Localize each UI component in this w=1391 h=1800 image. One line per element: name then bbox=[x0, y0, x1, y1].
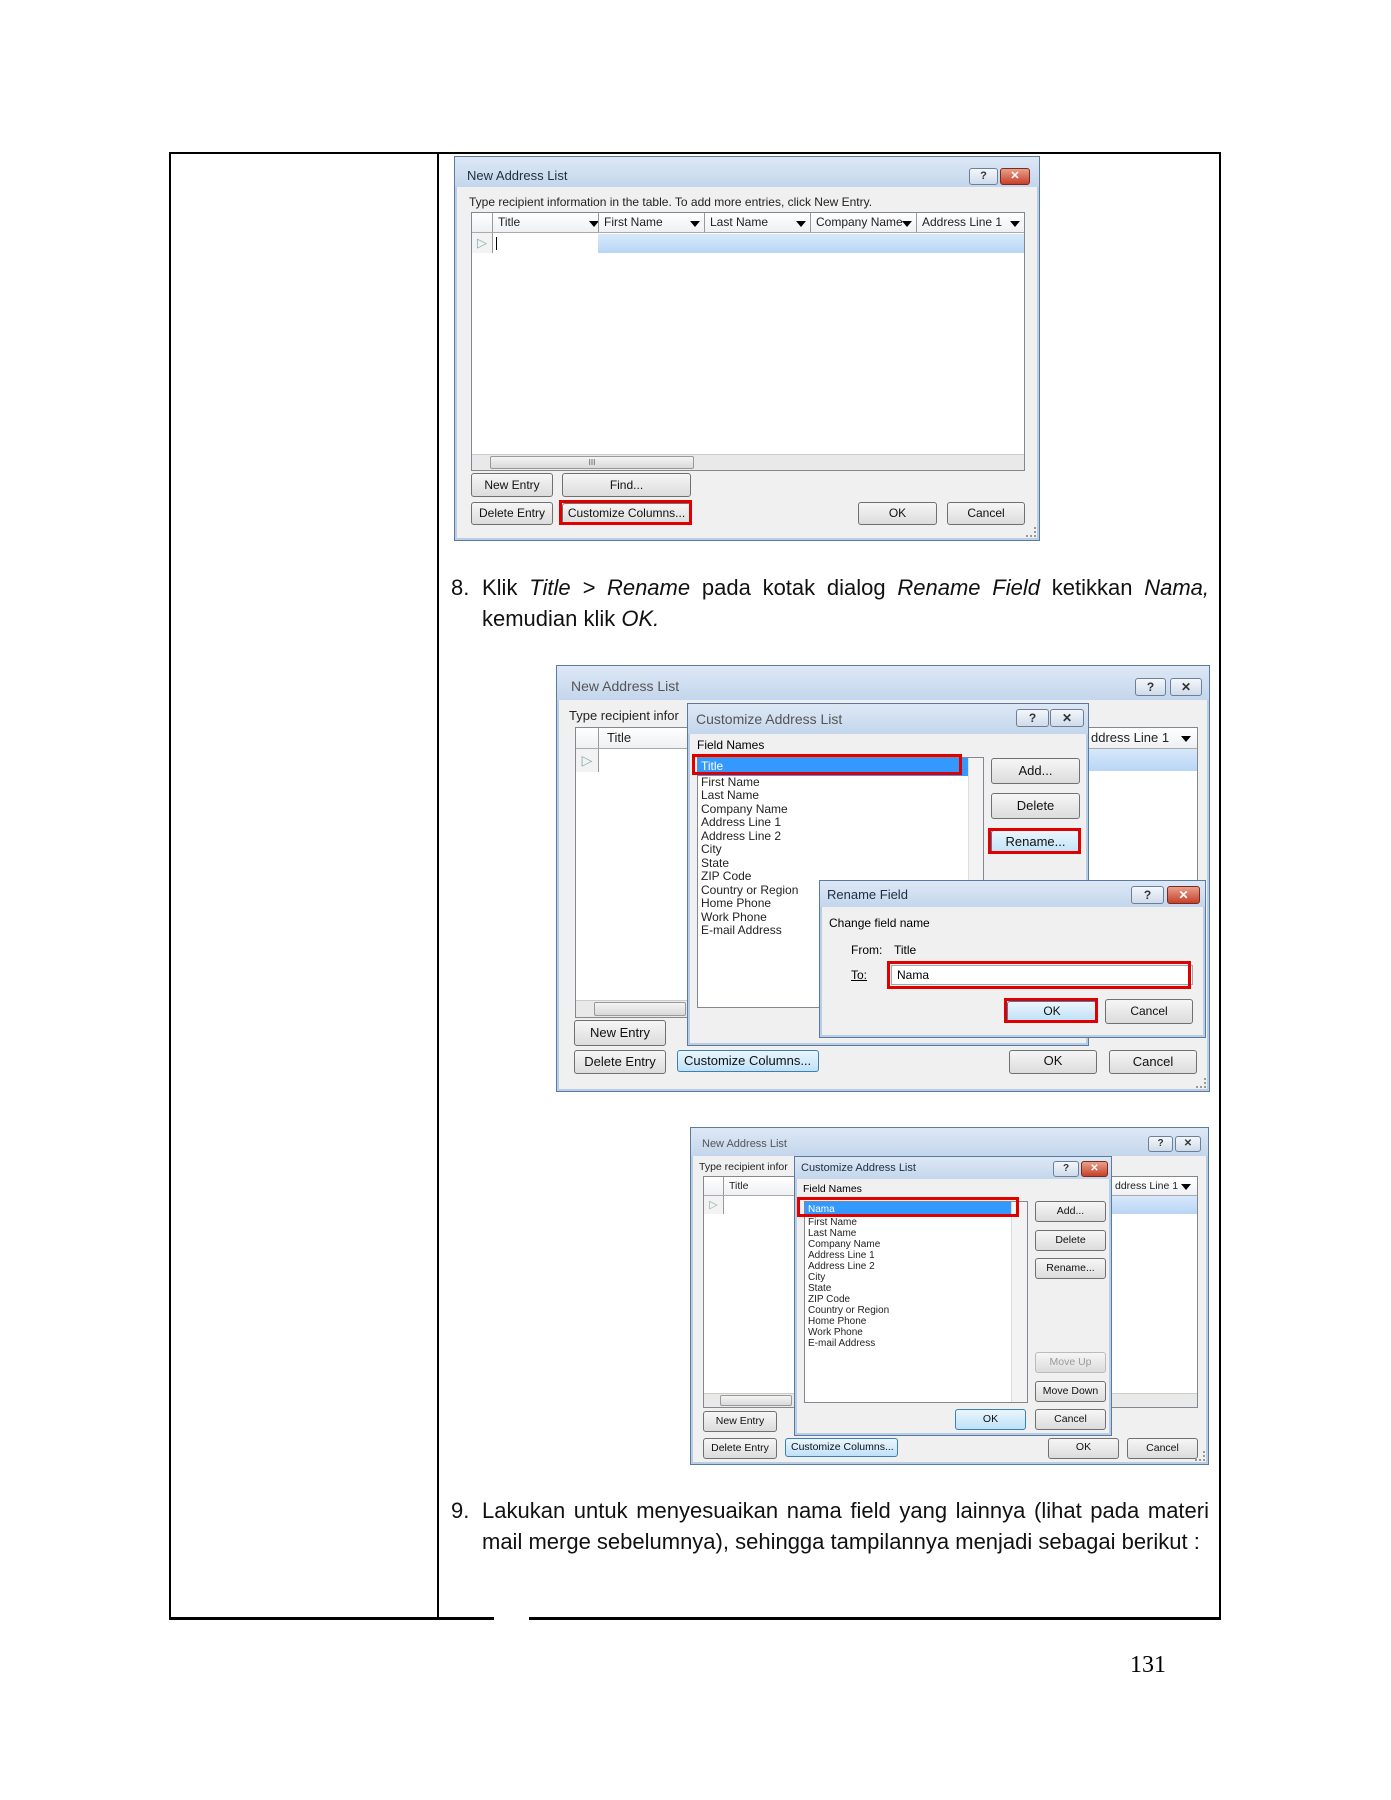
help-button[interactable]: ? bbox=[1135, 678, 1166, 696]
customize-columns-button[interactable]: Customize Columns... bbox=[785, 1438, 898, 1457]
field-names-label: Field Names bbox=[697, 738, 765, 752]
move-up-button[interactable]: Move Up bbox=[1035, 1352, 1106, 1373]
instruction-text: Type recipient infor bbox=[699, 1161, 788, 1173]
dialog-title: New Address List bbox=[571, 678, 680, 694]
field-list-item[interactable]: Company Name bbox=[808, 1239, 881, 1250]
field-list-item[interactable]: Home Phone bbox=[701, 896, 772, 910]
field-list-item[interactable]: Address Line 1 bbox=[701, 815, 782, 829]
dropdown-arrow-icon[interactable] bbox=[1010, 221, 1020, 227]
column-header-address-line-1[interactable] bbox=[916, 213, 1025, 232]
new-entry-button[interactable]: New Entry bbox=[471, 473, 553, 497]
highlight-box bbox=[887, 961, 1191, 989]
close-button[interactable]: ✕ bbox=[1000, 168, 1030, 185]
from-value: Title bbox=[894, 943, 917, 957]
field-list-item[interactable]: Last Name bbox=[808, 1228, 857, 1239]
row-marker-icon[interactable]: ▷ bbox=[576, 749, 599, 772]
column-label: Address Line 1 bbox=[922, 215, 1003, 229]
step-text bbox=[482, 572, 1209, 634]
text-italic: Title > Rename bbox=[529, 575, 691, 600]
cancel-button[interactable]: Cancel bbox=[1109, 1050, 1197, 1074]
row-marker-icon[interactable]: ▷ bbox=[472, 233, 493, 253]
rename-button[interactable]: Rename... bbox=[991, 830, 1080, 854]
text-italic: Rename Field bbox=[897, 575, 1040, 600]
cancel-button[interactable]: Cancel bbox=[1127, 1438, 1198, 1459]
table-bottom-border bbox=[529, 1617, 1219, 1620]
table-row[interactable] bbox=[598, 234, 1024, 253]
column-header-address-line-1[interactable] bbox=[1114, 1177, 1196, 1195]
column-header-first-name[interactable] bbox=[598, 213, 705, 232]
text: ketikkan bbox=[1039, 575, 1145, 600]
field-list-item[interactable]: City bbox=[808, 1272, 826, 1283]
column-header-company-name[interactable] bbox=[810, 213, 917, 232]
field-list-item[interactable]: First Name bbox=[808, 1217, 857, 1228]
column-header-last-name[interactable] bbox=[704, 213, 811, 232]
field-list-item[interactable]: Country or Region bbox=[808, 1305, 890, 1316]
table-column-divider bbox=[437, 152, 439, 1618]
field-names-label: Field Names bbox=[803, 1183, 862, 1195]
resize-grip-icon[interactable] bbox=[1026, 527, 1036, 537]
find-button[interactable]: Find... bbox=[562, 473, 691, 497]
resize-grip-icon[interactable] bbox=[1195, 1451, 1205, 1461]
dropdown-arrow-icon[interactable] bbox=[690, 221, 700, 227]
field-list-item[interactable]: Company Name bbox=[701, 801, 788, 816]
delete-button[interactable]: Delete bbox=[1035, 1230, 1106, 1251]
close-button[interactable]: ✕ bbox=[1167, 886, 1200, 904]
instruction-text: Type recipient infor bbox=[569, 708, 679, 723]
cancel-button[interactable]: Cancel bbox=[947, 502, 1025, 525]
resize-grip-icon[interactable] bbox=[1196, 1078, 1206, 1088]
field-list-item[interactable]: Address Line 1 bbox=[808, 1250, 875, 1261]
field-list-item[interactable]: Nama bbox=[805, 1202, 1027, 1217]
ok-button[interactable]: OK bbox=[858, 502, 937, 525]
cancel-button[interactable]: Cancel bbox=[1105, 999, 1193, 1024]
rename-button[interactable]: Rename... bbox=[1035, 1258, 1106, 1279]
table-bottom-border bbox=[169, 1617, 494, 1620]
close-button[interactable]: ✕ bbox=[1170, 678, 1202, 696]
help-button[interactable]: ? bbox=[1131, 886, 1164, 904]
ok-button[interactable]: OK bbox=[1048, 1438, 1119, 1459]
customize-address-list-dialog bbox=[794, 1156, 1112, 1436]
to-label: To: bbox=[851, 968, 868, 982]
column-label: First Name bbox=[604, 215, 663, 229]
scroll-thumb[interactable] bbox=[594, 1002, 686, 1016]
field-list-item[interactable]: Address Line 2 bbox=[808, 1261, 875, 1272]
column-header-title[interactable] bbox=[492, 213, 604, 232]
horizontal-scrollbar[interactable] bbox=[472, 454, 1024, 470]
dialog-title: New Address List bbox=[467, 168, 568, 183]
from-label: From: bbox=[851, 943, 883, 957]
scroll-thumb[interactable] bbox=[720, 1395, 792, 1406]
text: Klik bbox=[482, 575, 530, 600]
recipient-table[interactable] bbox=[471, 212, 1025, 471]
cancel-button[interactable]: Cancel bbox=[1035, 1409, 1106, 1430]
delete-button[interactable]: Delete bbox=[991, 793, 1080, 819]
field-list-item[interactable]: E-mail Address bbox=[701, 923, 782, 937]
highlight-box bbox=[988, 828, 1081, 854]
help-button[interactable]: ? bbox=[1053, 1161, 1079, 1177]
step-number: 9. bbox=[451, 1498, 470, 1523]
text: pada kotak dialog bbox=[690, 575, 898, 600]
row-marker-icon[interactable]: ▷ bbox=[704, 1196, 724, 1214]
text-italic: OK. bbox=[621, 606, 660, 631]
dialog-title: Customize Address List bbox=[696, 711, 843, 727]
step-number: 8. bbox=[451, 575, 470, 600]
column-header-title[interactable]: Title bbox=[723, 1177, 799, 1195]
dialog-title: Customize Address List bbox=[801, 1162, 916, 1174]
add-button[interactable]: Add... bbox=[1035, 1201, 1106, 1222]
field-names-list[interactable] bbox=[804, 1201, 1028, 1403]
column-label: ddress Line 1 bbox=[1115, 1180, 1179, 1192]
delete-entry-button[interactable]: Delete Entry bbox=[471, 502, 553, 525]
ok-button[interactable]: OK bbox=[1009, 1050, 1097, 1074]
field-list-item[interactable]: Work Phone bbox=[701, 909, 767, 924]
text-cursor bbox=[496, 237, 497, 250]
close-button[interactable]: ✕ bbox=[1050, 709, 1084, 727]
to-input[interactable]: Nama bbox=[891, 965, 1193, 985]
vertical-scrollbar[interactable] bbox=[1011, 1202, 1027, 1402]
move-down-button[interactable]: Move Down bbox=[1035, 1381, 1106, 1402]
field-list-item[interactable]: City bbox=[701, 842, 722, 856]
delete-entry-button[interactable]: Delete Entry bbox=[703, 1438, 777, 1459]
column-header-address-line-1[interactable] bbox=[1089, 728, 1196, 748]
field-list-item[interactable]: Last Name bbox=[701, 788, 760, 802]
ok-button[interactable]: OK bbox=[1007, 1001, 1097, 1022]
field-list-item[interactable]: First Name bbox=[701, 774, 760, 789]
column-label: Last Name bbox=[710, 215, 769, 229]
instruction-text: Type recipient information in the table. To add more entries, click New Entry. bbox=[469, 195, 873, 209]
field-list-item[interactable]: State bbox=[808, 1283, 832, 1294]
help-button[interactable]: ? bbox=[1148, 1136, 1173, 1152]
scroll-thumb[interactable]: III bbox=[490, 456, 694, 469]
field-list-item[interactable]: State bbox=[701, 855, 730, 870]
text: kemudian klik bbox=[482, 606, 622, 631]
step-text: Lakukan untuk menyesuaikan nama field yang lainnya (lihat pada materi mail merge sebelumnya), sehingga tampilannya menjadi sebagai berikut : bbox=[482, 1498, 1209, 1554]
change-field-name-label: Change field name bbox=[829, 916, 930, 930]
text-italic: Nama, bbox=[1144, 575, 1209, 600]
highlight-box bbox=[559, 500, 692, 525]
column-label: Company Name bbox=[816, 215, 903, 229]
dropdown-arrow-icon[interactable] bbox=[1181, 736, 1191, 742]
delete-entry-button[interactable]: Delete Entry bbox=[574, 1050, 666, 1074]
dropdown-arrow-icon[interactable] bbox=[796, 221, 806, 227]
field-list-item[interactable]: Home Phone bbox=[808, 1316, 867, 1327]
column-label: ddress Line 1 bbox=[1091, 730, 1170, 745]
field-list-item[interactable]: Work Phone bbox=[808, 1327, 863, 1338]
new-entry-button[interactable]: New Entry bbox=[703, 1411, 777, 1432]
column-header-title[interactable]: Title bbox=[598, 728, 697, 748]
field-list-items bbox=[805, 1202, 1027, 1349]
dropdown-arrow-icon[interactable] bbox=[1181, 1184, 1191, 1190]
customize-columns-button[interactable]: Customize Columns... bbox=[677, 1050, 819, 1072]
page-number: 131 bbox=[1130, 1652, 1166, 1678]
column-label: Title bbox=[498, 215, 521, 229]
highlight-box bbox=[1004, 998, 1098, 1023]
dialog-title: New Address List bbox=[702, 1138, 787, 1150]
new-entry-button[interactable]: New Entry bbox=[574, 1020, 666, 1046]
field-list-item[interactable]: Address Line 2 bbox=[701, 828, 782, 843]
rename-field-dialog bbox=[819, 880, 1206, 1038]
table-header bbox=[472, 213, 1024, 233]
new-address-list-dialog bbox=[690, 1127, 1209, 1465]
add-button[interactable]: Add... bbox=[991, 758, 1080, 784]
new-address-list-dialog bbox=[454, 156, 1040, 541]
new-address-list-dialog bbox=[556, 665, 1210, 1092]
customize-columns-button[interactable]: Customize Columns... bbox=[562, 503, 691, 524]
field-list-item[interactable]: ZIP Code bbox=[808, 1294, 851, 1305]
ok-button[interactable]: OK bbox=[955, 1409, 1026, 1430]
dialog-title: Rename Field bbox=[827, 887, 908, 902]
highlight-box bbox=[797, 1197, 1019, 1217]
field-list-item[interactable]: ZIP Code bbox=[701, 869, 752, 883]
close-button[interactable]: ✕ bbox=[1081, 1161, 1108, 1177]
highlight-box bbox=[692, 754, 962, 775]
help-button[interactable]: ? bbox=[1016, 709, 1049, 727]
close-button[interactable]: ✕ bbox=[1175, 1136, 1201, 1152]
field-list-item[interactable]: Country or Region bbox=[701, 882, 799, 897]
dropdown-arrow-icon[interactable] bbox=[902, 221, 912, 227]
help-button[interactable]: ? bbox=[969, 168, 998, 185]
field-list-item[interactable]: E-mail Address bbox=[808, 1338, 876, 1349]
field-list-item[interactable]: Title bbox=[698, 758, 983, 776]
